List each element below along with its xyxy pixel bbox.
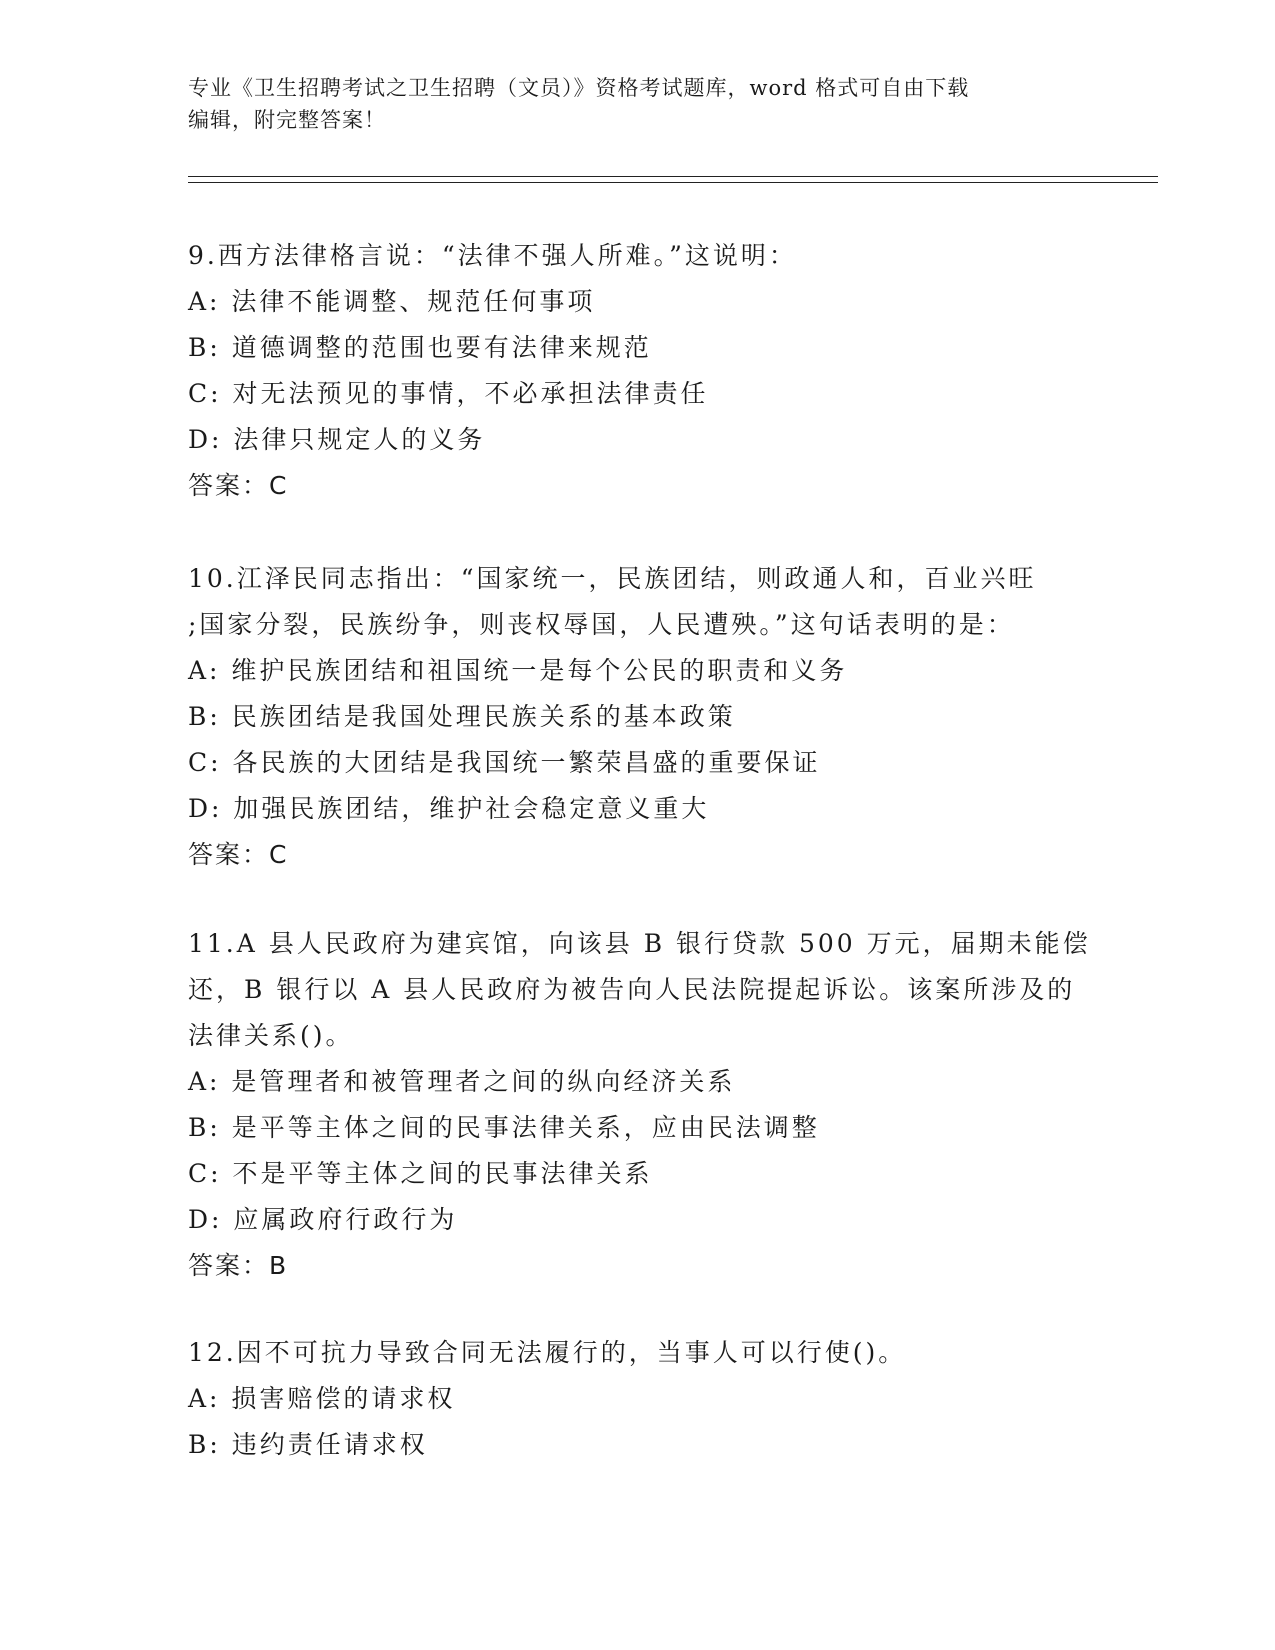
question-stem: 9.西方法律格言说：“法律不强人所难。”这说明： [188,241,797,270]
option-c: C: 对无法预见的事情，不必承担法律责任 [188,379,709,408]
option-a: A: 是管理者和被管理者之间的纵向经济关系 [188,1067,736,1096]
question-stem: 还，B 银行以 A 县人民政府为被告向人民法院提起诉讼。该案所涉及的 [188,975,1076,1004]
option-a: A: 维护民族团结和祖国统一是每个公民的职责和义务 [188,656,848,685]
option-b: B: 道德调整的范围也要有法律来规范 [188,333,652,362]
question-stem: ;国家分裂，民族纷争，则丧权辱国，人民遭殃。”这句话表明的是： [188,610,1015,639]
option-b: B: 民族团结是我国处理民族关系的基本政策 [188,702,736,731]
header-line-2: 编辑，附完整答案！ [188,108,386,132]
answer: 答案：B [188,1251,289,1280]
option-a: A: 法律不能调整、规范任何事项 [188,287,596,316]
question-stem: 10.江泽民同志指出：“国家统一，民族团结，则政通人和，百业兴旺 [188,564,1037,593]
question-stem: 12.因不可抗力导致合同无法履行的，当事人可以行使()。 [188,1338,907,1367]
option-d: D: 法律只规定人的义务 [188,425,486,454]
option-d: D: 加强民族团结，维护社会稳定意义重大 [188,794,710,823]
option-c: C: 不是平等主体之间的民事法律关系 [188,1159,653,1188]
header-divider-top [188,176,1158,177]
option-a: A: 损害赔偿的请求权 [188,1384,456,1413]
option-b: B: 是平等主体之间的民事法律关系，应由民法调整 [188,1113,820,1142]
answer: 答案：C [188,471,289,500]
question-stem: 法律关系()。 [188,1021,354,1050]
question-12 [188,1330,1088,1468]
question-9 [188,233,1088,509]
document-header [188,72,1068,136]
option-b: B: 违约责任请求权 [188,1430,428,1459]
option-d: D: 应属政府行政行为 [188,1205,458,1234]
question-stem: 11.A 县人民政府为建宾馆，向该县 B 银行贷款 500 万元，届期未能偿 [188,929,1091,958]
option-c: C: 各民族的大团结是我国统一繁荣昌盛的重要保证 [188,748,821,777]
answer: 答案：C [188,840,289,869]
question-11 [188,921,1091,1289]
header-divider-bottom [188,182,1158,183]
question-10 [188,556,1088,878]
header-line-1: 专业《卫生招聘考试之卫生招聘（文员）》资格考试题库，word 格式可自由下载 [188,76,970,100]
